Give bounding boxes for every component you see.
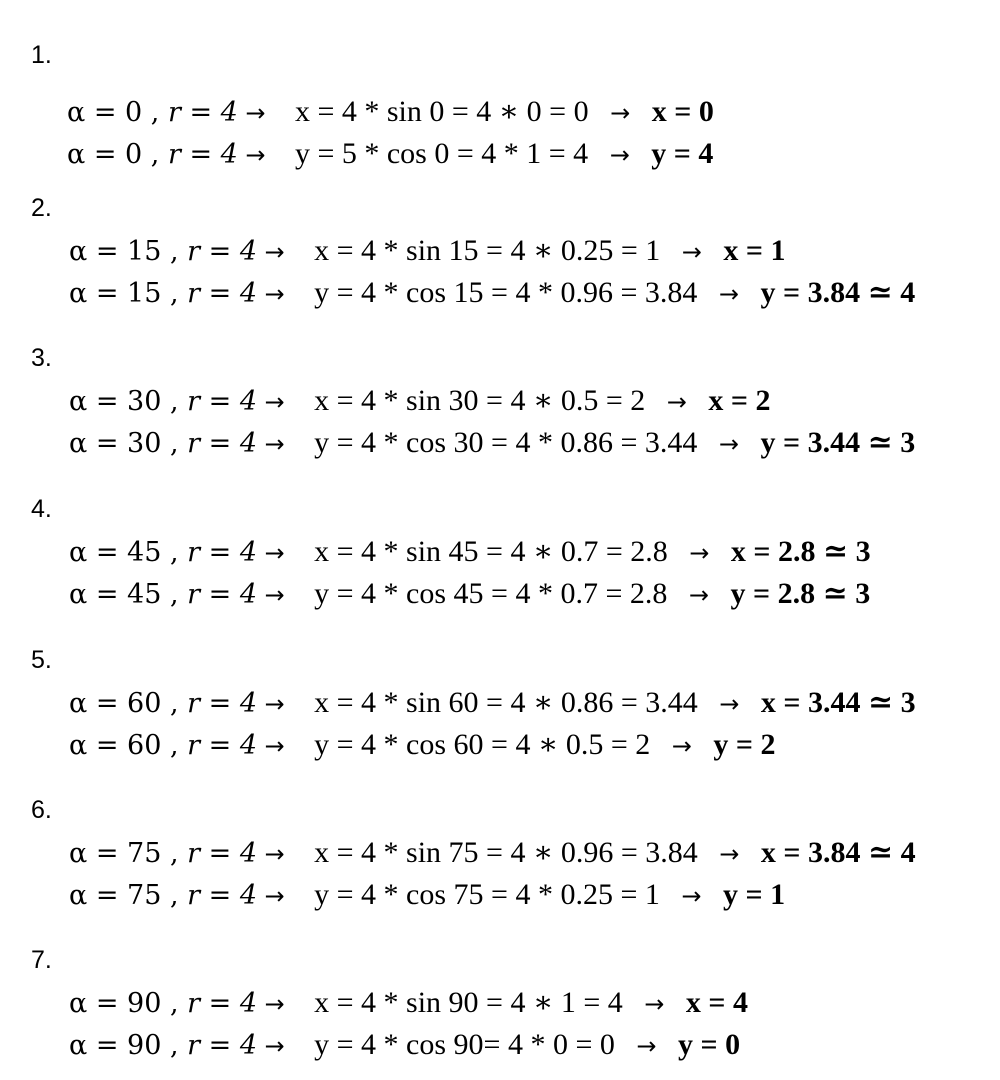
item-number: 2. [31, 194, 52, 222]
expression: y = 4 * cos 75 = 4 * 0.25 = 1 [314, 878, 660, 911]
arrow-icon: → [264, 430, 285, 458]
radius-value: r = 4 [187, 579, 258, 610]
equation-line-y: α = 30 , r = 4 → y = 4 * cos 30 = 4 * 0.86 = 3.44 → y = 3.44 ≃ 3 [69, 426, 916, 459]
item-number: 4. [31, 495, 52, 523]
arrow-icon: → [264, 990, 285, 1018]
alpha-value: α = 60 [69, 688, 162, 719]
arrow-icon: → [264, 882, 285, 910]
result: y = 3.84 ≃ 4 [760, 276, 916, 309]
arrow-icon: → [264, 388, 285, 416]
alpha-value: α = 15 [69, 278, 162, 309]
expression: y = 5 * cos 0 = 4 * 1 = 4 [294, 137, 589, 170]
result: y = 3.44 ≃ 3 [760, 426, 916, 459]
arrow-icon: → [264, 280, 285, 308]
expression: x = 4 * sin 30 = 4 ∗ 0.5 = 2 [314, 384, 646, 417]
equation-line-x: α = 45 , r = 4 → x = 4 * sin 45 = 4 ∗ 0.7 = 2.8 → x = 2.8 ≃ 3 [69, 535, 871, 568]
arrow-icon: → [688, 581, 709, 609]
equation-line-x: α = 15 , r = 4 → x = 4 * sin 15 = 4 ∗ 0.25 = 1 → x = 1 [69, 234, 786, 267]
alpha-value: α = 0 [67, 97, 143, 128]
radius-value: r = 4 [167, 97, 238, 128]
expression: y = 4 * cos 90= 4 * 0 = 0 [314, 1028, 615, 1061]
arrow-icon: → [681, 238, 702, 266]
radius-value: r = 4 [187, 880, 258, 911]
equation-line-y: α = 45 , r = 4 → y = 4 * cos 45 = 4 * 0.7 = 2.8 → y = 2.8 ≃ 3 [69, 577, 871, 610]
alpha-value: α = 15 [69, 236, 162, 267]
alpha-value: α = 45 [69, 537, 162, 568]
radius-value: r = 4 [187, 386, 258, 417]
radius-value: r = 4 [187, 236, 258, 267]
arrow-icon: → [610, 99, 631, 127]
expression: x = 4 * sin 90 = 4 ∗ 1 = 4 [314, 986, 623, 1019]
equation-line-x: α = 75 , r = 4 → x = 4 * sin 75 = 4 ∗ 0.96 = 3.84 → x = 3.84 ≃ 4 [69, 836, 916, 869]
equation-line-y: α = 0 , r = 4 → y = 5 * cos 0 = 4 * 1 = 4 → y = 4 [67, 137, 714, 170]
arrow-icon: → [264, 238, 285, 266]
result: y = 0 [677, 1028, 741, 1061]
item-number: 5. [31, 646, 52, 674]
result: x = 2.8 ≃ 3 [730, 535, 871, 568]
alpha-value: α = 30 [69, 428, 162, 459]
arrow-icon: → [264, 732, 285, 760]
item-number: 1. [31, 41, 52, 69]
expression: y = 4 * cos 30 = 4 * 0.86 = 3.44 [314, 426, 698, 459]
arrow-icon: → [245, 99, 266, 127]
radius-value: r = 4 [167, 139, 238, 170]
equation-line-x: α = 0 , r = 4 → x = 4 * sin 0 = 4 ∗ 0 = 0 → x = 0 [67, 95, 714, 128]
expression: x = 4 * sin 60 = 4 ∗ 0.86 = 3.44 [314, 686, 698, 719]
alpha-value: α = 90 [69, 988, 162, 1019]
arrow-icon: → [671, 732, 692, 760]
arrow-icon: → [644, 990, 665, 1018]
result: y = 4 [651, 137, 714, 170]
radius-value: r = 4 [187, 838, 258, 869]
alpha-value: α = 30 [69, 386, 162, 417]
equation-line-x: α = 30 , r = 4 → x = 4 * sin 30 = 4 ∗ 0.5 = 2 → x = 2 [69, 384, 771, 417]
radius-value: r = 4 [187, 537, 258, 568]
arrow-icon: → [264, 840, 285, 868]
arrow-icon: → [666, 388, 687, 416]
expression: y = 4 * cos 15 = 4 * 0.96 = 3.84 [314, 276, 698, 309]
radius-value: r = 4 [187, 1030, 258, 1061]
result: y = 2.8 ≃ 3 [730, 577, 871, 610]
item-number: 3. [31, 344, 52, 372]
arrow-icon: → [718, 430, 739, 458]
arrow-icon: → [264, 690, 285, 718]
radius-value: r = 4 [187, 278, 258, 309]
radius-value: r = 4 [187, 428, 258, 459]
alpha-value: α = 45 [69, 579, 162, 610]
equation-line-y: α = 60 , r = 4 → y = 4 * cos 60 = 4 ∗ 0.5 = 2 → y = 2 [69, 728, 776, 761]
arrow-icon: → [264, 539, 285, 567]
radius-value: r = 4 [187, 688, 258, 719]
arrow-icon: → [681, 882, 702, 910]
equation-line-x: α = 90 , r = 4 → x = 4 * sin 90 = 4 ∗ 1 = 4 → x = 4 [69, 986, 749, 1019]
item-number: 6. [31, 796, 52, 824]
alpha-value: α = 0 [67, 139, 143, 170]
alpha-value: α = 60 [69, 730, 162, 761]
equation-line-y: α = 15 , r = 4 → y = 4 * cos 15 = 4 * 0.96 = 3.84 → y = 3.84 ≃ 4 [69, 276, 916, 309]
alpha-value: α = 75 [69, 838, 162, 869]
result: y = 1 [722, 878, 786, 911]
arrow-icon: → [609, 141, 630, 169]
arrow-icon: → [636, 1032, 657, 1060]
arrow-icon: → [719, 690, 740, 718]
alpha-value: α = 90 [69, 1030, 162, 1061]
equation-line-x: α = 60 , r = 4 → x = 4 * sin 60 = 4 ∗ 0.86 = 3.44 → x = 3.44 ≃ 3 [69, 686, 916, 719]
result: x = 1 [723, 234, 786, 267]
expression: y = 4 * cos 45 = 4 * 0.7 = 2.8 [314, 577, 668, 610]
equation-line-y: α = 75 , r = 4 → y = 4 * cos 75 = 4 * 0.25 = 1 → y = 1 [69, 878, 786, 911]
item-number: 7. [31, 946, 52, 974]
arrow-icon: → [689, 539, 710, 567]
arrow-icon: → [719, 840, 740, 868]
radius-value: r = 4 [187, 988, 258, 1019]
result: y = 2 [713, 728, 776, 761]
equation-line-y: α = 90 , r = 4 → y = 4 * cos 90= 4 * 0 = 0 → y = 0 [69, 1028, 741, 1061]
result: x = 3.84 ≃ 4 [760, 836, 916, 869]
result: x = 0 [651, 95, 714, 128]
expression: y = 4 * cos 60 = 4 ∗ 0.5 = 2 [314, 728, 651, 761]
arrow-icon: → [264, 1032, 285, 1060]
result: x = 4 [685, 986, 749, 1019]
arrow-icon: → [718, 280, 739, 308]
expression: x = 4 * sin 75 = 4 ∗ 0.96 = 3.84 [314, 836, 698, 869]
radius-value: r = 4 [187, 730, 258, 761]
expression: x = 4 * sin 0 = 4 ∗ 0 = 0 [294, 95, 589, 128]
expression: x = 4 * sin 15 = 4 ∗ 0.25 = 1 [314, 234, 661, 267]
alpha-value: α = 75 [69, 880, 162, 911]
result: x = 2 [708, 384, 771, 417]
arrow-icon: → [264, 581, 285, 609]
arrow-icon: → [245, 141, 266, 169]
expression: x = 4 * sin 45 = 4 ∗ 0.7 = 2.8 [314, 535, 668, 568]
result: x = 3.44 ≃ 3 [760, 686, 916, 719]
